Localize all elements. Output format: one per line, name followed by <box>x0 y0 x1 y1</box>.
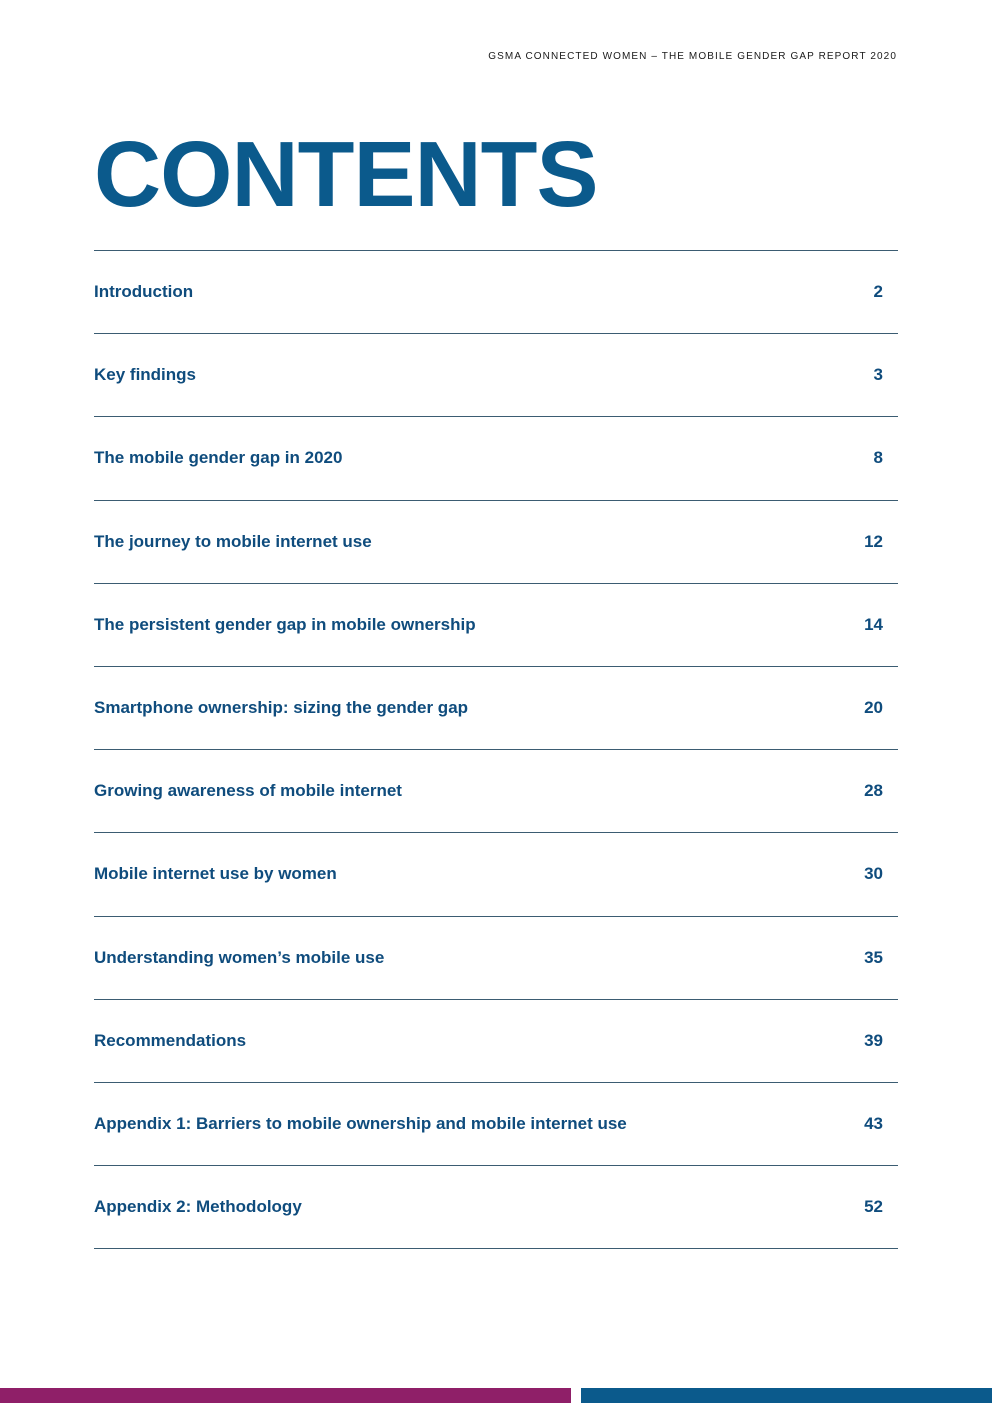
toc-entry-title: The persistent gender gap in mobile ownership <box>94 614 476 634</box>
toc-entry-internet-use-women[interactable] <box>94 833 898 916</box>
toc-entry-page: 3 <box>873 365 883 385</box>
toc-entry-page: 2 <box>873 282 883 302</box>
toc-entry-title: Mobile internet use by women <box>94 864 337 884</box>
toc-entry-growing-awareness[interactable] <box>94 750 898 833</box>
toc-entry-title: Recommendations <box>94 1030 247 1050</box>
toc-entry-title: Smartphone ownership: sizing the gender gap <box>94 698 469 718</box>
toc-entry-page: 43 <box>864 1113 883 1133</box>
toc-entry-appendix-1[interactable] <box>94 1083 898 1166</box>
toc-entry-introduction[interactable] <box>94 251 898 334</box>
toc-entry-appendix-2[interactable] <box>94 1166 898 1249</box>
toc-entry-title: Appendix 1: Barriers to mobile ownership and mobile internet use <box>94 1113 627 1133</box>
toc-entry-title: Appendix 2: Methodology <box>94 1197 302 1217</box>
toc-entry-page: 14 <box>864 614 883 634</box>
toc-entry-persistent-gap-ownership[interactable] <box>94 584 898 667</box>
page-title: CONTENTS <box>94 122 598 226</box>
toc-entry-page: 8 <box>873 448 883 468</box>
toc-entry-smartphone-ownership[interactable] <box>94 667 898 750</box>
toc-entry-page: 35 <box>864 947 883 967</box>
toc-entry-title: Growing awareness of mobile internet <box>94 781 402 801</box>
toc-entry-journey-internet-use[interactable] <box>94 501 898 584</box>
toc-entry-understanding-mobile-use[interactable] <box>94 917 898 1000</box>
toc-entry-title: The journey to mobile internet use <box>94 531 372 551</box>
toc-entry-title: Introduction <box>94 282 194 302</box>
toc-entry-page: 39 <box>864 1030 883 1050</box>
toc-entry-gender-gap-2020[interactable] <box>94 417 898 500</box>
toc-entry-page: 20 <box>864 698 883 718</box>
table-of-contents <box>94 250 898 1249</box>
toc-entry-title: The mobile gender gap in 2020 <box>94 448 343 468</box>
toc-entry-page: 12 <box>864 531 883 551</box>
footer-accent-bar-blue <box>581 1388 992 1403</box>
toc-entry-page: 52 <box>864 1197 883 1217</box>
footer-accent-bar-magenta <box>0 1388 571 1403</box>
toc-entry-page: 28 <box>864 781 883 801</box>
toc-entry-key-findings[interactable] <box>94 334 898 417</box>
toc-entry-page: 30 <box>864 864 883 884</box>
toc-entry-title: Key findings <box>94 365 197 385</box>
toc-entry-title: Understanding women’s mobile use <box>94 947 385 967</box>
toc-entry-recommendations[interactable] <box>94 1000 898 1083</box>
running-header: GSMA CONNECTED WOMEN – THE MOBILE GENDER GAP REPORT 2020 <box>488 51 897 62</box>
